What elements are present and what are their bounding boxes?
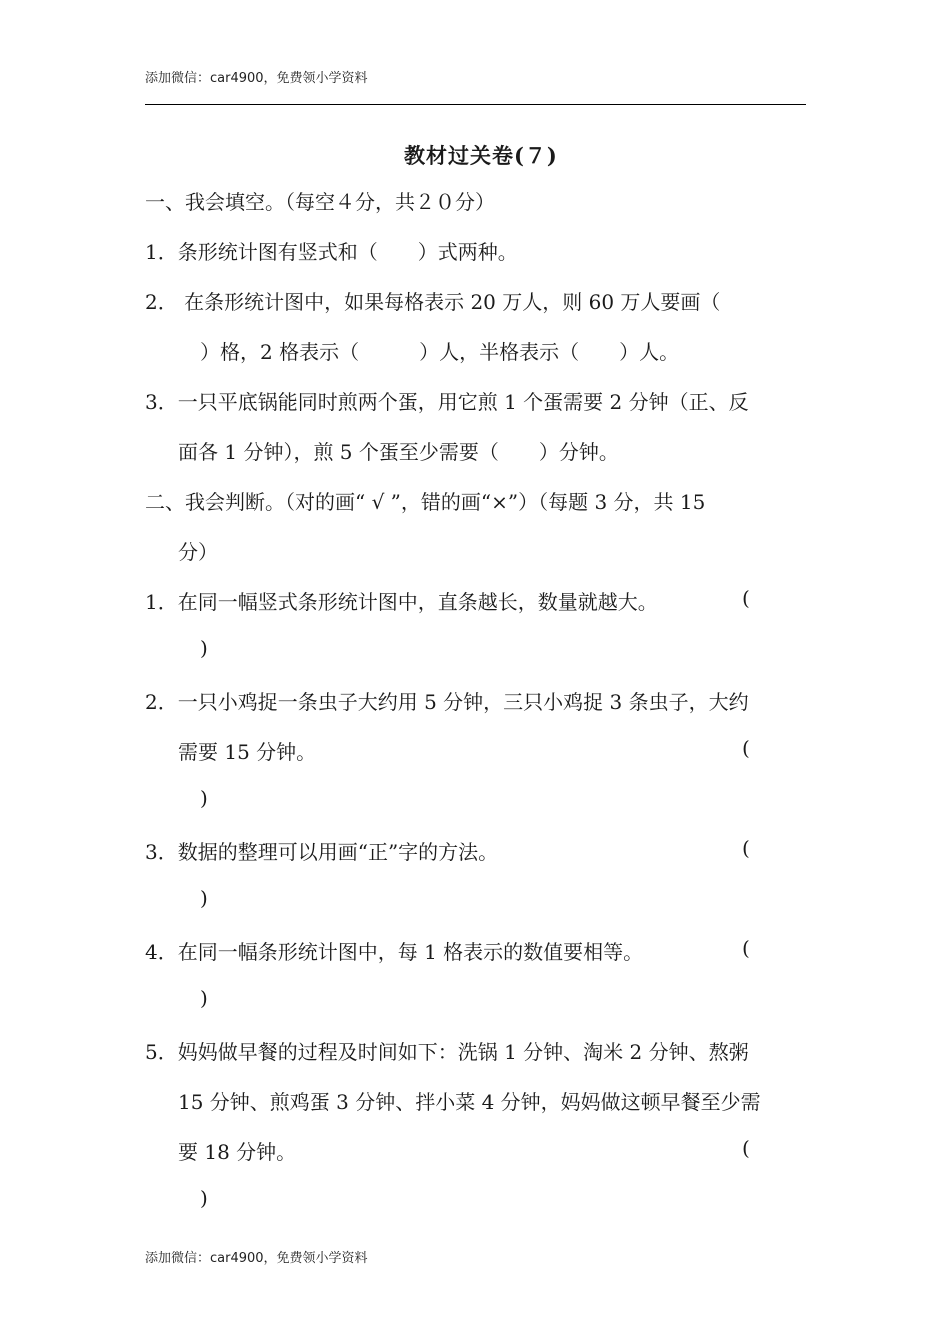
section2-heading-line1: 二、我会判断。（对的画“ √ ”，错的画“×”）（每题 3 分，共 15 [145, 490, 706, 514]
answer-paren-close-3: ) [200, 886, 208, 910]
answer-paren-open-4: ( [742, 936, 750, 960]
answer-paren-close-2: ) [200, 786, 208, 810]
answer-paren-close-1: ) [200, 636, 208, 660]
section1-heading: 一、我会填空。（每空４分，共２０分） [145, 190, 495, 214]
section1-question-2-line1: 2． 在条形统计图中，如果每格表示 20 万人，则 60 万人要画（ [145, 290, 721, 314]
section1-question-1: 1．条形统计图有竖式和（ ）式两种。 [145, 240, 518, 264]
answer-paren-open-3: ( [742, 836, 750, 860]
section2-question-2-line2: 需要 15 分钟。 [178, 740, 317, 764]
header-divider [145, 104, 806, 105]
section2-question-2-line1: 2．一只小鸡捉一条虫子大约用 5 分钟，三只小鸡捉 3 条虫子，大约 [145, 690, 749, 714]
page-title: 教材过关卷(７) [404, 143, 558, 168]
section2-question-5-line1: 5．妈妈做早餐的过程及时间如下：洗锅 1 分钟、淘米 2 分钟、熬粥 [145, 1040, 749, 1064]
section2-question-5-line3: 要 18 分钟。 [178, 1140, 297, 1164]
section1-question-3-line1: 3．一只平底锅能同时煎两个蛋，用它煎 1 个蛋需要 2 分钟（正、反 [145, 390, 749, 414]
page-header: 添加微信：car4900，免费领小学资料 [145, 71, 368, 86]
section2-heading-line2: 分） [178, 540, 218, 564]
answer-paren-open-1: ( [742, 586, 750, 610]
section2-question-3: 3．数据的整理可以用画“正”字的方法。 [145, 840, 499, 864]
section2-question-5-line2: 15 分钟、煎鸡蛋 3 分钟、拌小菜 4 分钟，妈妈做这顿早餐至少需 [178, 1090, 761, 1114]
answer-paren-open-2: ( [742, 736, 750, 760]
section2-question-4: 4．在同一幅条形统计图中，每 1 格表示的数值要相等。 [145, 940, 644, 964]
section1-question-3-line2: 面各 1 分钟），煎 5 个蛋至少需要（ ）分钟。 [178, 440, 619, 464]
page-footer: 添加微信：car4900，免费领小学资料 [145, 1251, 368, 1266]
section1-question-2-line2: ）格，2 格表示（ ）人，半格表示（ ）人。 [200, 340, 680, 364]
answer-paren-close-5: ) [200, 1186, 208, 1210]
answer-paren-close-4: ) [200, 986, 208, 1010]
section2-question-1: 1．在同一幅竖式条形统计图中，直条越长，数量就越大。 [145, 590, 658, 614]
answer-paren-open-5: ( [742, 1136, 750, 1160]
